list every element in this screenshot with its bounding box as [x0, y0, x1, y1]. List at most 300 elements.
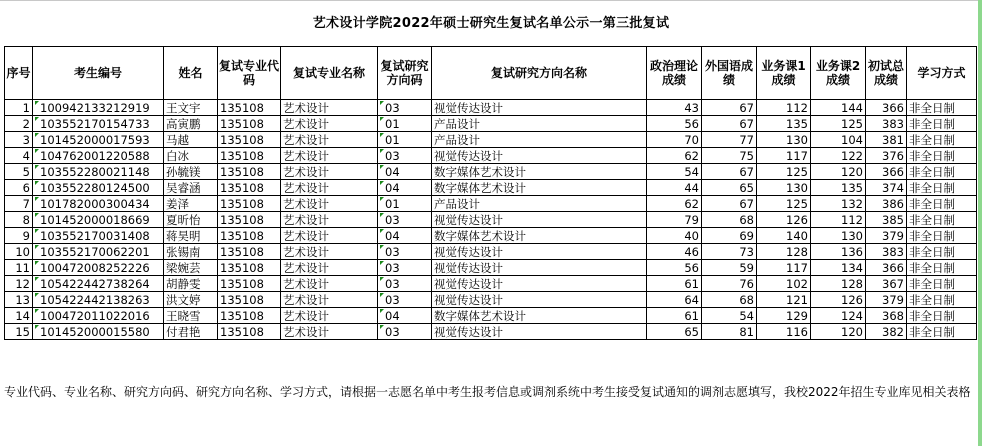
candidate-id-cell[interactable]: [33, 292, 164, 308]
major-name-cell[interactable]: [281, 116, 378, 132]
cell-text: 64: [684, 292, 699, 307]
cell-text: 艺术设计: [283, 180, 329, 195]
total-score-cell[interactable]: [866, 244, 907, 260]
politics-score-cell[interactable]: [647, 180, 702, 196]
cell-marker-icon: [35, 149, 39, 153]
candidate-id-cell[interactable]: [33, 244, 164, 260]
table-row: [5, 212, 977, 228]
direction-code-cell[interactable]: [378, 244, 432, 260]
candidate-id-cell[interactable]: [33, 228, 164, 244]
cell-text: 62: [684, 196, 699, 211]
cell-marker-icon: [380, 261, 384, 265]
foreign-language-score-cell[interactable]: [702, 324, 757, 340]
foreign-language-score-cell[interactable]: [702, 292, 757, 308]
candidate-id-cell[interactable]: [33, 148, 164, 164]
direction-code-cell[interactable]: [378, 228, 432, 244]
row-number-cell[interactable]: [5, 148, 33, 164]
major-name-cell[interactable]: [281, 260, 378, 276]
course2-score-cell[interactable]: [811, 132, 866, 148]
study-mode-cell[interactable]: [907, 148, 977, 164]
cell-text: 15: [15, 324, 30, 339]
column-header[interactable]: 学习方式: [907, 47, 977, 100]
row-number-cell[interactable]: [5, 228, 33, 244]
candidate-id-cell[interactable]: [33, 308, 164, 324]
politics-score-cell[interactable]: [647, 244, 702, 260]
name-cell[interactable]: [164, 324, 218, 340]
course1-score-cell[interactable]: [757, 324, 811, 340]
study-mode-cell[interactable]: [907, 276, 977, 292]
major-name-cell[interactable]: [281, 212, 378, 228]
major-code-cell[interactable]: [218, 324, 281, 340]
study-mode-cell[interactable]: [907, 228, 977, 244]
cell-text: 121: [786, 292, 808, 307]
course2-score-cell[interactable]: [811, 164, 866, 180]
course1-score-cell[interactable]: [757, 100, 811, 116]
cell-text: 135108: [220, 164, 264, 179]
study-mode-cell[interactable]: [907, 100, 977, 116]
cell-text: 135108: [220, 100, 264, 115]
course1-score-cell[interactable]: [757, 148, 811, 164]
politics-score-cell[interactable]: [647, 132, 702, 148]
direction-code-cell[interactable]: [378, 196, 432, 212]
cell-marker-icon: [35, 325, 39, 329]
direction-name-cell[interactable]: [432, 196, 647, 212]
study-mode-cell[interactable]: [907, 244, 977, 260]
major-code-cell[interactable]: [218, 196, 281, 212]
row-number-cell[interactable]: [5, 100, 33, 116]
cell-text: 非全日制: [909, 244, 955, 259]
cell-text: 13: [15, 292, 30, 307]
cell-text: 产品设计: [434, 132, 480, 147]
cell-marker-icon: [35, 101, 39, 105]
foreign-language-score-cell[interactable]: [702, 244, 757, 260]
table-row: [5, 180, 977, 196]
major-name-cell[interactable]: [281, 228, 378, 244]
cell-marker-icon: [35, 261, 39, 265]
major-code-cell[interactable]: [218, 180, 281, 196]
cell-text: 122: [841, 148, 863, 163]
row-number-cell[interactable]: [5, 164, 33, 180]
cell-text: 胡静雯: [166, 276, 201, 291]
cell-text: 125: [786, 196, 808, 211]
candidate-id-cell[interactable]: [33, 196, 164, 212]
cell-text: 04: [385, 164, 400, 179]
course1-score-cell[interactable]: [757, 116, 811, 132]
course1-score-cell[interactable]: [757, 244, 811, 260]
politics-score-cell[interactable]: [647, 148, 702, 164]
course2-score-cell[interactable]: [811, 308, 866, 324]
major-name-cell[interactable]: [281, 148, 378, 164]
cell-text: 03: [385, 244, 400, 259]
cell-marker-icon: [380, 245, 384, 249]
major-name-cell[interactable]: [281, 132, 378, 148]
table-row: [5, 308, 977, 324]
column-header[interactable]: 复试研究方向名称: [432, 47, 647, 100]
major-code-cell[interactable]: [218, 292, 281, 308]
major-name-cell[interactable]: [281, 164, 378, 180]
politics-score-cell[interactable]: [647, 308, 702, 324]
cell-text: 数字媒体艺术设计: [434, 180, 526, 195]
cell-text: 101452000018669: [40, 212, 150, 227]
name-cell[interactable]: [164, 132, 218, 148]
course2-score-cell[interactable]: [811, 292, 866, 308]
total-score-cell[interactable]: [866, 324, 907, 340]
cell-text: 126: [786, 212, 808, 227]
cell-text: 135108: [220, 116, 264, 131]
direction-code-cell[interactable]: [378, 132, 432, 148]
direction-name-cell[interactable]: [432, 260, 647, 276]
politics-score-cell[interactable]: [647, 164, 702, 180]
major-code-cell[interactable]: [218, 164, 281, 180]
row-number-cell[interactable]: [5, 116, 33, 132]
study-mode-cell[interactable]: [907, 212, 977, 228]
politics-score-cell[interactable]: [647, 292, 702, 308]
major-name-cell[interactable]: [281, 180, 378, 196]
cell-text: 9: [22, 228, 30, 243]
course2-score-cell[interactable]: [811, 116, 866, 132]
cell-text: 01: [385, 132, 400, 147]
direction-name-cell[interactable]: [432, 132, 647, 148]
row-number-cell[interactable]: [5, 180, 33, 196]
direction-name-cell[interactable]: [432, 228, 647, 244]
column-header[interactable]: 业务课2成绩: [811, 47, 866, 100]
politics-score-cell[interactable]: [647, 276, 702, 292]
course1-score-cell[interactable]: [757, 132, 811, 148]
direction-code-cell[interactable]: [378, 260, 432, 276]
name-cell[interactable]: [164, 244, 218, 260]
cell-text: 4: [22, 148, 30, 163]
cell-text: 61: [684, 276, 699, 291]
row-number-cell[interactable]: [5, 324, 33, 340]
foreign-language-score-cell[interactable]: [702, 212, 757, 228]
course1-score-cell[interactable]: [757, 308, 811, 324]
course1-score-cell[interactable]: [757, 164, 811, 180]
cell-text: 艺术设计: [283, 228, 329, 243]
foreign-language-score-cell[interactable]: [702, 260, 757, 276]
column-header[interactable]: 姓名: [164, 47, 218, 100]
total-score-cell[interactable]: [866, 196, 907, 212]
study-mode-cell[interactable]: [907, 260, 977, 276]
politics-score-cell[interactable]: [647, 228, 702, 244]
candidate-id-cell[interactable]: [33, 180, 164, 196]
cell-text: 135108: [220, 228, 264, 243]
major-name-cell[interactable]: [281, 100, 378, 116]
total-score-cell[interactable]: [866, 164, 907, 180]
table-row: [5, 276, 977, 292]
politics-score-cell[interactable]: [647, 212, 702, 228]
direction-name-cell[interactable]: [432, 244, 647, 260]
name-cell[interactable]: [164, 228, 218, 244]
cell-text: 夏昕怡: [166, 212, 201, 227]
course2-score-cell[interactable]: [811, 244, 866, 260]
politics-score-cell[interactable]: [647, 196, 702, 212]
major-code-cell[interactable]: [218, 228, 281, 244]
name-cell[interactable]: [164, 196, 218, 212]
cell-marker-icon: [380, 149, 384, 153]
cell-text: 68: [739, 292, 754, 307]
candidate-id-cell[interactable]: [33, 324, 164, 340]
column-header[interactable]: 业务课1成绩: [757, 47, 811, 100]
cell-text: 112: [786, 100, 808, 115]
major-name-cell[interactable]: [281, 292, 378, 308]
cell-text: 65: [684, 324, 699, 339]
row-number-cell[interactable]: [5, 244, 33, 260]
name-cell[interactable]: [164, 164, 218, 180]
cell-text: 135108: [220, 324, 264, 339]
row-number-cell[interactable]: [5, 132, 33, 148]
major-name-cell[interactable]: [281, 308, 378, 324]
total-score-cell[interactable]: [866, 228, 907, 244]
cell-text: 洪文婷: [166, 292, 201, 307]
major-code-cell[interactable]: [218, 260, 281, 276]
cell-marker-icon: [35, 245, 39, 249]
foreign-language-score-cell[interactable]: [702, 180, 757, 196]
direction-code-cell[interactable]: [378, 324, 432, 340]
course1-score-cell[interactable]: [757, 212, 811, 228]
name-cell[interactable]: [164, 212, 218, 228]
foreign-language-score-cell[interactable]: [702, 196, 757, 212]
total-score-cell[interactable]: [866, 148, 907, 164]
major-code-cell[interactable]: [218, 132, 281, 148]
column-header[interactable]: 考生编号: [33, 47, 164, 100]
candidate-id-cell[interactable]: [33, 116, 164, 132]
course1-score-cell[interactable]: [757, 180, 811, 196]
cell-text: 135: [841, 180, 863, 195]
total-score-cell[interactable]: [866, 212, 907, 228]
study-mode-cell[interactable]: [907, 308, 977, 324]
column-header[interactable]: 复试专业名称: [281, 47, 378, 100]
politics-score-cell[interactable]: [647, 260, 702, 276]
direction-name-cell[interactable]: [432, 212, 647, 228]
study-mode-cell[interactable]: [907, 132, 977, 148]
cell-text: 101782000300434: [40, 196, 150, 211]
candidate-id-cell[interactable]: [33, 132, 164, 148]
cell-text: 104762001220588: [40, 148, 150, 163]
cell-text: 3: [22, 132, 30, 147]
name-cell[interactable]: [164, 148, 218, 164]
foreign-language-score-cell[interactable]: [702, 148, 757, 164]
course1-score-cell[interactable]: [757, 196, 811, 212]
direction-code-cell[interactable]: [378, 180, 432, 196]
row-number-cell[interactable]: [5, 276, 33, 292]
name-cell[interactable]: [164, 260, 218, 276]
foreign-language-score-cell[interactable]: [702, 100, 757, 116]
study-mode-cell[interactable]: [907, 164, 977, 180]
major-name-cell[interactable]: [281, 276, 378, 292]
direction-name-cell[interactable]: [432, 180, 647, 196]
cell-text: 103552170154733: [40, 116, 150, 131]
major-code-cell[interactable]: [218, 116, 281, 132]
direction-code-cell[interactable]: [378, 116, 432, 132]
cell-text: 04: [385, 308, 400, 323]
cell-text: 102: [786, 276, 808, 291]
direction-name-cell[interactable]: [432, 308, 647, 324]
name-cell[interactable]: [164, 180, 218, 196]
cell-text: 产品设计: [434, 116, 480, 131]
column-header[interactable]: 序号: [5, 47, 33, 100]
total-score-cell[interactable]: [866, 180, 907, 196]
cell-text: 04: [385, 228, 400, 243]
cell-text: 59: [739, 260, 754, 275]
major-name-cell[interactable]: [281, 244, 378, 260]
column-header[interactable]: 复试研究方向码: [378, 47, 432, 100]
cell-text: 01: [385, 196, 400, 211]
candidate-id-cell[interactable]: [33, 164, 164, 180]
major-code-cell[interactable]: [218, 276, 281, 292]
cell-text: 125: [786, 164, 808, 179]
major-name-cell[interactable]: [281, 196, 378, 212]
sheet-title: 艺术设计学院2022年硕士研究生复试名单公示一第三批复试: [312, 16, 670, 31]
course1-score-cell[interactable]: [757, 260, 811, 276]
cell-text: 75: [739, 148, 754, 163]
course2-score-cell[interactable]: [811, 196, 866, 212]
row-number-cell[interactable]: [5, 260, 33, 276]
course2-score-cell[interactable]: [811, 276, 866, 292]
foreign-language-score-cell[interactable]: [702, 116, 757, 132]
column-header[interactable]: 外国语成绩: [702, 47, 757, 100]
cell-text: 135108: [220, 212, 264, 227]
candidate-id-cell[interactable]: [33, 212, 164, 228]
cell-marker-icon: [380, 197, 384, 201]
row-number-cell[interactable]: [5, 196, 33, 212]
column-header[interactable]: 复试专业代码: [218, 47, 281, 100]
cell-text: 112: [841, 212, 863, 227]
cell-text: 非全日制: [909, 100, 955, 115]
course2-score-cell[interactable]: [811, 228, 866, 244]
cell-text: 01: [385, 116, 400, 131]
cell-text: 马越: [166, 132, 189, 147]
major-code-cell[interactable]: [218, 148, 281, 164]
vertical-scrollbar[interactable]: [978, 0, 982, 446]
cell-text: 79: [684, 212, 699, 227]
direction-code-cell[interactable]: [378, 276, 432, 292]
foreign-language-score-cell[interactable]: [702, 276, 757, 292]
cell-text: 104: [841, 132, 863, 147]
study-mode-cell[interactable]: [907, 292, 977, 308]
total-score-cell[interactable]: [866, 292, 907, 308]
candidate-id-cell[interactable]: [33, 276, 164, 292]
cell-marker-icon: [380, 229, 384, 233]
row-number-cell[interactable]: [5, 292, 33, 308]
column-header[interactable]: 政治理论成绩: [647, 47, 702, 100]
course2-score-cell[interactable]: [811, 260, 866, 276]
course2-score-cell[interactable]: [811, 180, 866, 196]
total-score-cell[interactable]: [866, 276, 907, 292]
direction-name-cell[interactable]: [432, 164, 647, 180]
politics-score-cell[interactable]: [647, 100, 702, 116]
direction-code-cell[interactable]: [378, 308, 432, 324]
direction-name-cell[interactable]: [432, 276, 647, 292]
foreign-language-score-cell[interactable]: [702, 132, 757, 148]
politics-score-cell[interactable]: [647, 324, 702, 340]
direction-name-cell[interactable]: [432, 100, 647, 116]
name-cell[interactable]: [164, 292, 218, 308]
cell-text: 135108: [220, 292, 264, 307]
name-cell[interactable]: [164, 100, 218, 116]
major-code-cell[interactable]: [218, 244, 281, 260]
table-body: [5, 100, 977, 340]
direction-name-cell[interactable]: [432, 148, 647, 164]
cell-text: 14: [15, 308, 30, 323]
study-mode-cell[interactable]: [907, 180, 977, 196]
major-name-cell[interactable]: [281, 324, 378, 340]
cell-marker-icon: [35, 277, 39, 281]
cell-marker-icon: [35, 213, 39, 217]
direction-code-cell[interactable]: [378, 292, 432, 308]
column-header[interactable]: 初试总成绩: [866, 47, 907, 100]
cell-text: 117: [786, 260, 808, 275]
cell-text: 386: [882, 196, 904, 211]
row-number-cell[interactable]: [5, 308, 33, 324]
row-number-cell[interactable]: [5, 212, 33, 228]
cell-text: 128: [786, 244, 808, 259]
cell-text: 367: [882, 276, 904, 291]
name-cell[interactable]: [164, 276, 218, 292]
direction-name-cell[interactable]: [432, 116, 647, 132]
cell-text: 366: [882, 260, 904, 275]
direction-code-cell[interactable]: [378, 164, 432, 180]
foreign-language-score-cell[interactable]: [702, 308, 757, 324]
direction-code-cell[interactable]: [378, 148, 432, 164]
cell-text: 120: [841, 324, 863, 339]
candidate-table: [4, 46, 977, 340]
total-score-cell[interactable]: [866, 116, 907, 132]
direction-code-cell[interactable]: [378, 212, 432, 228]
study-mode-cell[interactable]: [907, 324, 977, 340]
total-score-cell[interactable]: [866, 100, 907, 116]
name-cell[interactable]: [164, 308, 218, 324]
cell-text: 140: [786, 228, 808, 243]
cell-text: 135108: [220, 260, 264, 275]
cell-marker-icon: [380, 277, 384, 281]
course2-score-cell[interactable]: [811, 148, 866, 164]
cell-marker-icon: [35, 293, 39, 297]
cell-text: 374: [882, 180, 904, 195]
name-cell[interactable]: [164, 116, 218, 132]
cell-text: 366: [882, 164, 904, 179]
table-row: [5, 292, 977, 308]
table-row: [5, 324, 977, 340]
major-code-cell[interactable]: [218, 212, 281, 228]
course2-score-cell[interactable]: [811, 100, 866, 116]
cell-text: 12: [15, 276, 30, 291]
direction-code-cell[interactable]: [378, 100, 432, 116]
total-score-cell[interactable]: [866, 260, 907, 276]
course1-score-cell[interactable]: [757, 276, 811, 292]
cell-text: 40: [684, 228, 699, 243]
foreign-language-score-cell[interactable]: [702, 228, 757, 244]
cell-text: 383: [882, 244, 904, 259]
major-code-cell[interactable]: [218, 308, 281, 324]
candidate-id-cell[interactable]: [33, 100, 164, 116]
total-score-cell[interactable]: [866, 132, 907, 148]
cell-text: 135108: [220, 148, 264, 163]
course1-score-cell[interactable]: [757, 228, 811, 244]
cell-text: 135108: [220, 196, 264, 211]
total-score-cell[interactable]: [866, 308, 907, 324]
foreign-language-score-cell[interactable]: [702, 164, 757, 180]
course2-score-cell[interactable]: [811, 212, 866, 228]
candidate-id-cell[interactable]: [33, 260, 164, 276]
direction-name-cell[interactable]: [432, 324, 647, 340]
course2-score-cell[interactable]: [811, 324, 866, 340]
direction-name-cell[interactable]: [432, 292, 647, 308]
study-mode-cell[interactable]: [907, 116, 977, 132]
politics-score-cell[interactable]: [647, 116, 702, 132]
major-code-cell[interactable]: [218, 100, 281, 116]
course1-score-cell[interactable]: [757, 292, 811, 308]
study-mode-cell[interactable]: [907, 196, 977, 212]
